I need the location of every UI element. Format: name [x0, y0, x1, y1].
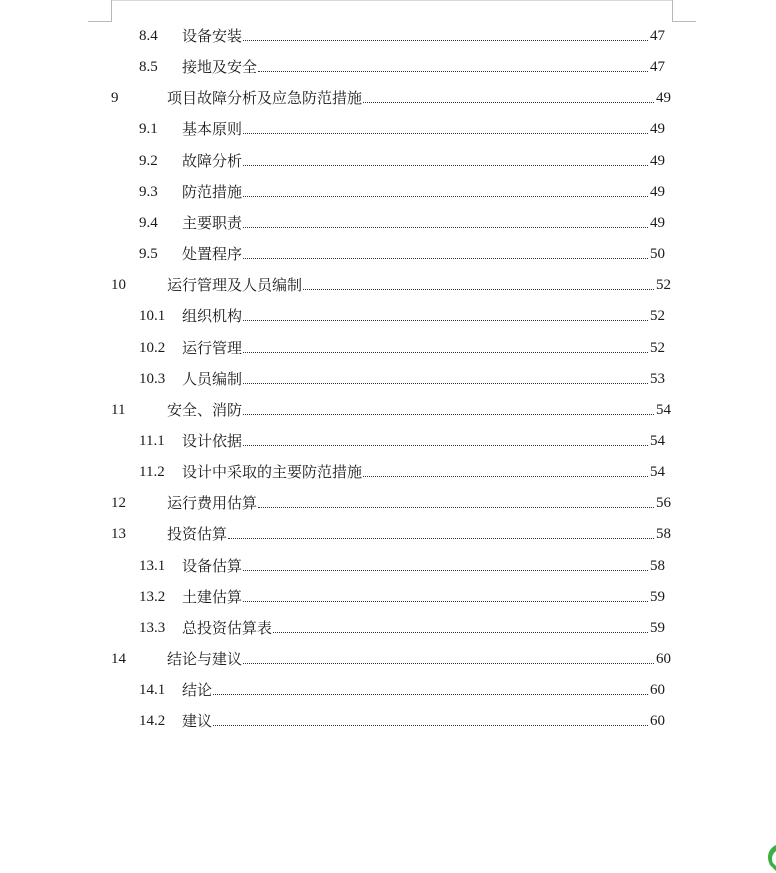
toc-entry-number: 10.1	[139, 308, 166, 325]
toc-entry-title: 结论与建议	[167, 650, 243, 668]
toc-entry-number: 11	[111, 401, 126, 418]
toc-entry[interactable]	[139, 364, 665, 388]
toc-dot-leader	[363, 101, 654, 103]
toc-entry-number: 9.1	[139, 121, 158, 138]
toc-entry[interactable]	[111, 395, 671, 419]
toc-dot-leader	[243, 382, 648, 384]
toc-entry-page: 56	[656, 495, 671, 512]
toc-entry[interactable]	[139, 582, 665, 606]
toc-entry-title: 总投资估算表	[182, 618, 273, 637]
page-top-edge	[112, 0, 672, 1]
toc-entry-title: 处置程序	[182, 245, 243, 264]
toc-entry-number: 10	[111, 277, 126, 294]
toc-entry-page: 49	[656, 90, 671, 107]
toc-entry-title: 设备安装	[182, 27, 243, 45]
toc-entry-number: 14.1	[139, 682, 166, 699]
toc-entry-number: 14	[111, 651, 126, 667]
toc-dot-leader	[243, 195, 648, 197]
toc-entry-number: 9	[111, 90, 119, 107]
toc-entry-page: 54	[650, 432, 665, 449]
toc-dot-leader	[213, 724, 648, 726]
toc-entry-number: 8.5	[139, 59, 158, 76]
toc-entry[interactable]	[111, 488, 671, 512]
toc-dot-leader	[243, 351, 648, 353]
toc-entry-page: 49	[650, 183, 665, 200]
toc-entry-title: 结论	[182, 681, 213, 700]
toc-entry[interactable]	[139, 146, 665, 170]
toc-entry-page: 50	[650, 246, 665, 263]
toc-entry-page: 60	[650, 713, 665, 730]
toc-entry-number: 13.3	[139, 619, 166, 636]
toc-entry-title: 投资估算	[167, 525, 228, 544]
toc-entry-page: 49	[650, 214, 665, 231]
toc-entry-number: 10.3	[139, 370, 166, 387]
toc-entry[interactable]	[139, 114, 665, 138]
toc-entry[interactable]	[139, 21, 665, 45]
toc-entry-number: 10.2	[139, 339, 166, 356]
toc-entry-title: 基本原则	[182, 120, 243, 139]
toc-dot-leader	[243, 39, 648, 41]
toc-entry[interactable]	[139, 457, 665, 481]
toc-entry-number: 11.2	[139, 464, 165, 481]
toc-dot-leader	[243, 413, 654, 415]
toc-entry-title: 建议	[182, 712, 213, 731]
crop-mark-left-vertical	[111, 0, 112, 22]
toc-entry[interactable]	[139, 706, 665, 730]
toc-dot-leader	[243, 600, 648, 602]
toc-entry[interactable]	[111, 644, 671, 668]
toc-dot-leader	[243, 662, 654, 664]
toc-entry-title: 运行管理	[182, 338, 243, 357]
toc-entry[interactable]	[111, 270, 671, 294]
toc-entry-number: 9.2	[139, 152, 158, 169]
toc-entry-page: 60	[650, 682, 665, 699]
toc-dot-leader	[243, 319, 648, 321]
toc-entry-page: 52	[650, 339, 665, 356]
toc-entry-number: 12	[111, 495, 126, 512]
toc-entry[interactable]	[139, 426, 665, 450]
toc-dot-leader	[363, 475, 648, 477]
toc-entry[interactable]	[139, 301, 665, 325]
toc-entry-page: 59	[650, 588, 665, 605]
toc-dot-leader	[228, 537, 654, 539]
toc-entry-page: 52	[656, 277, 671, 294]
toc-entry-page: 47	[650, 59, 665, 76]
crop-mark-right-vertical	[672, 0, 673, 22]
toc-entry-title: 接地及安全	[182, 58, 258, 77]
toc-entry[interactable]	[139, 239, 665, 263]
toc-entry-page: 60	[656, 651, 671, 667]
toc-entry-page: 47	[650, 28, 665, 44]
toc-dot-leader	[273, 631, 648, 633]
toc-entry-number: 9.4	[139, 214, 158, 231]
toc-entry-title: 组织机构	[182, 307, 243, 326]
toc-entry-title: 设计中采取的主要防范措施	[182, 463, 363, 482]
toc-entry-title: 运行管理及人员编制	[167, 276, 303, 295]
toc-dot-leader	[243, 444, 648, 446]
toc-entry-page: 58	[650, 557, 665, 574]
toc-dot-leader	[303, 288, 654, 290]
toc-entry-number: 9.5	[139, 246, 158, 263]
app-logo-icon	[766, 845, 776, 871]
toc-entry-page: 54	[650, 464, 665, 481]
crop-mark-right-horizontal	[672, 21, 696, 22]
toc-entry-title: 设计依据	[182, 431, 243, 450]
toc-dot-leader	[258, 506, 654, 508]
toc-entry[interactable]	[139, 52, 665, 76]
toc-entry-title: 人员编制	[182, 369, 243, 388]
toc-entry-number: 13.1	[139, 557, 166, 574]
toc-entry-number: 9.3	[139, 183, 158, 200]
toc-entry-page: 49	[650, 121, 665, 138]
toc-entry-page: 49	[650, 152, 665, 169]
toc-entry[interactable]	[139, 675, 665, 699]
toc-entry[interactable]	[111, 83, 671, 107]
toc-entry-number: 11.1	[139, 432, 165, 449]
toc-entry-title: 主要职责	[182, 213, 243, 232]
toc-entry-title: 故障分析	[182, 151, 243, 170]
toc-dot-leader	[243, 164, 648, 166]
toc-dot-leader	[258, 70, 648, 72]
toc-entry-page: 58	[656, 526, 671, 543]
toc-dot-leader	[243, 257, 648, 259]
toc-entry[interactable]	[139, 177, 665, 201]
toc-entry[interactable]	[139, 613, 665, 637]
toc-dot-leader	[243, 132, 648, 134]
toc-entry[interactable]	[139, 333, 665, 357]
toc-entry[interactable]	[111, 519, 671, 543]
toc-entry[interactable]	[139, 208, 665, 232]
toc-entry-number: 8.4	[139, 28, 158, 44]
toc-dot-leader	[243, 569, 648, 571]
toc-entry-page: 59	[650, 619, 665, 636]
toc-entry-number: 13.2	[139, 588, 166, 605]
toc-entry-number: 14.2	[139, 713, 166, 730]
toc-entry-title: 安全、消防	[167, 400, 243, 419]
toc-dot-leader	[243, 226, 648, 228]
toc-entry-title: 防范措施	[182, 182, 243, 201]
toc-entry-title: 土建估算	[182, 587, 243, 606]
toc-entry-page: 53	[650, 370, 665, 387]
toc-entry-title: 运行费用估算	[167, 494, 258, 513]
toc-entry-page: 52	[650, 308, 665, 325]
toc-entry-title: 设备估算	[182, 556, 243, 575]
toc-entry[interactable]	[139, 551, 665, 575]
crop-mark-left-horizontal	[88, 21, 112, 22]
toc-entry-title: 项目故障分析及应急防范措施	[167, 89, 363, 108]
toc-entry-number: 13	[111, 526, 126, 543]
toc-entry-page: 54	[656, 401, 671, 418]
toc-dot-leader	[213, 693, 648, 695]
